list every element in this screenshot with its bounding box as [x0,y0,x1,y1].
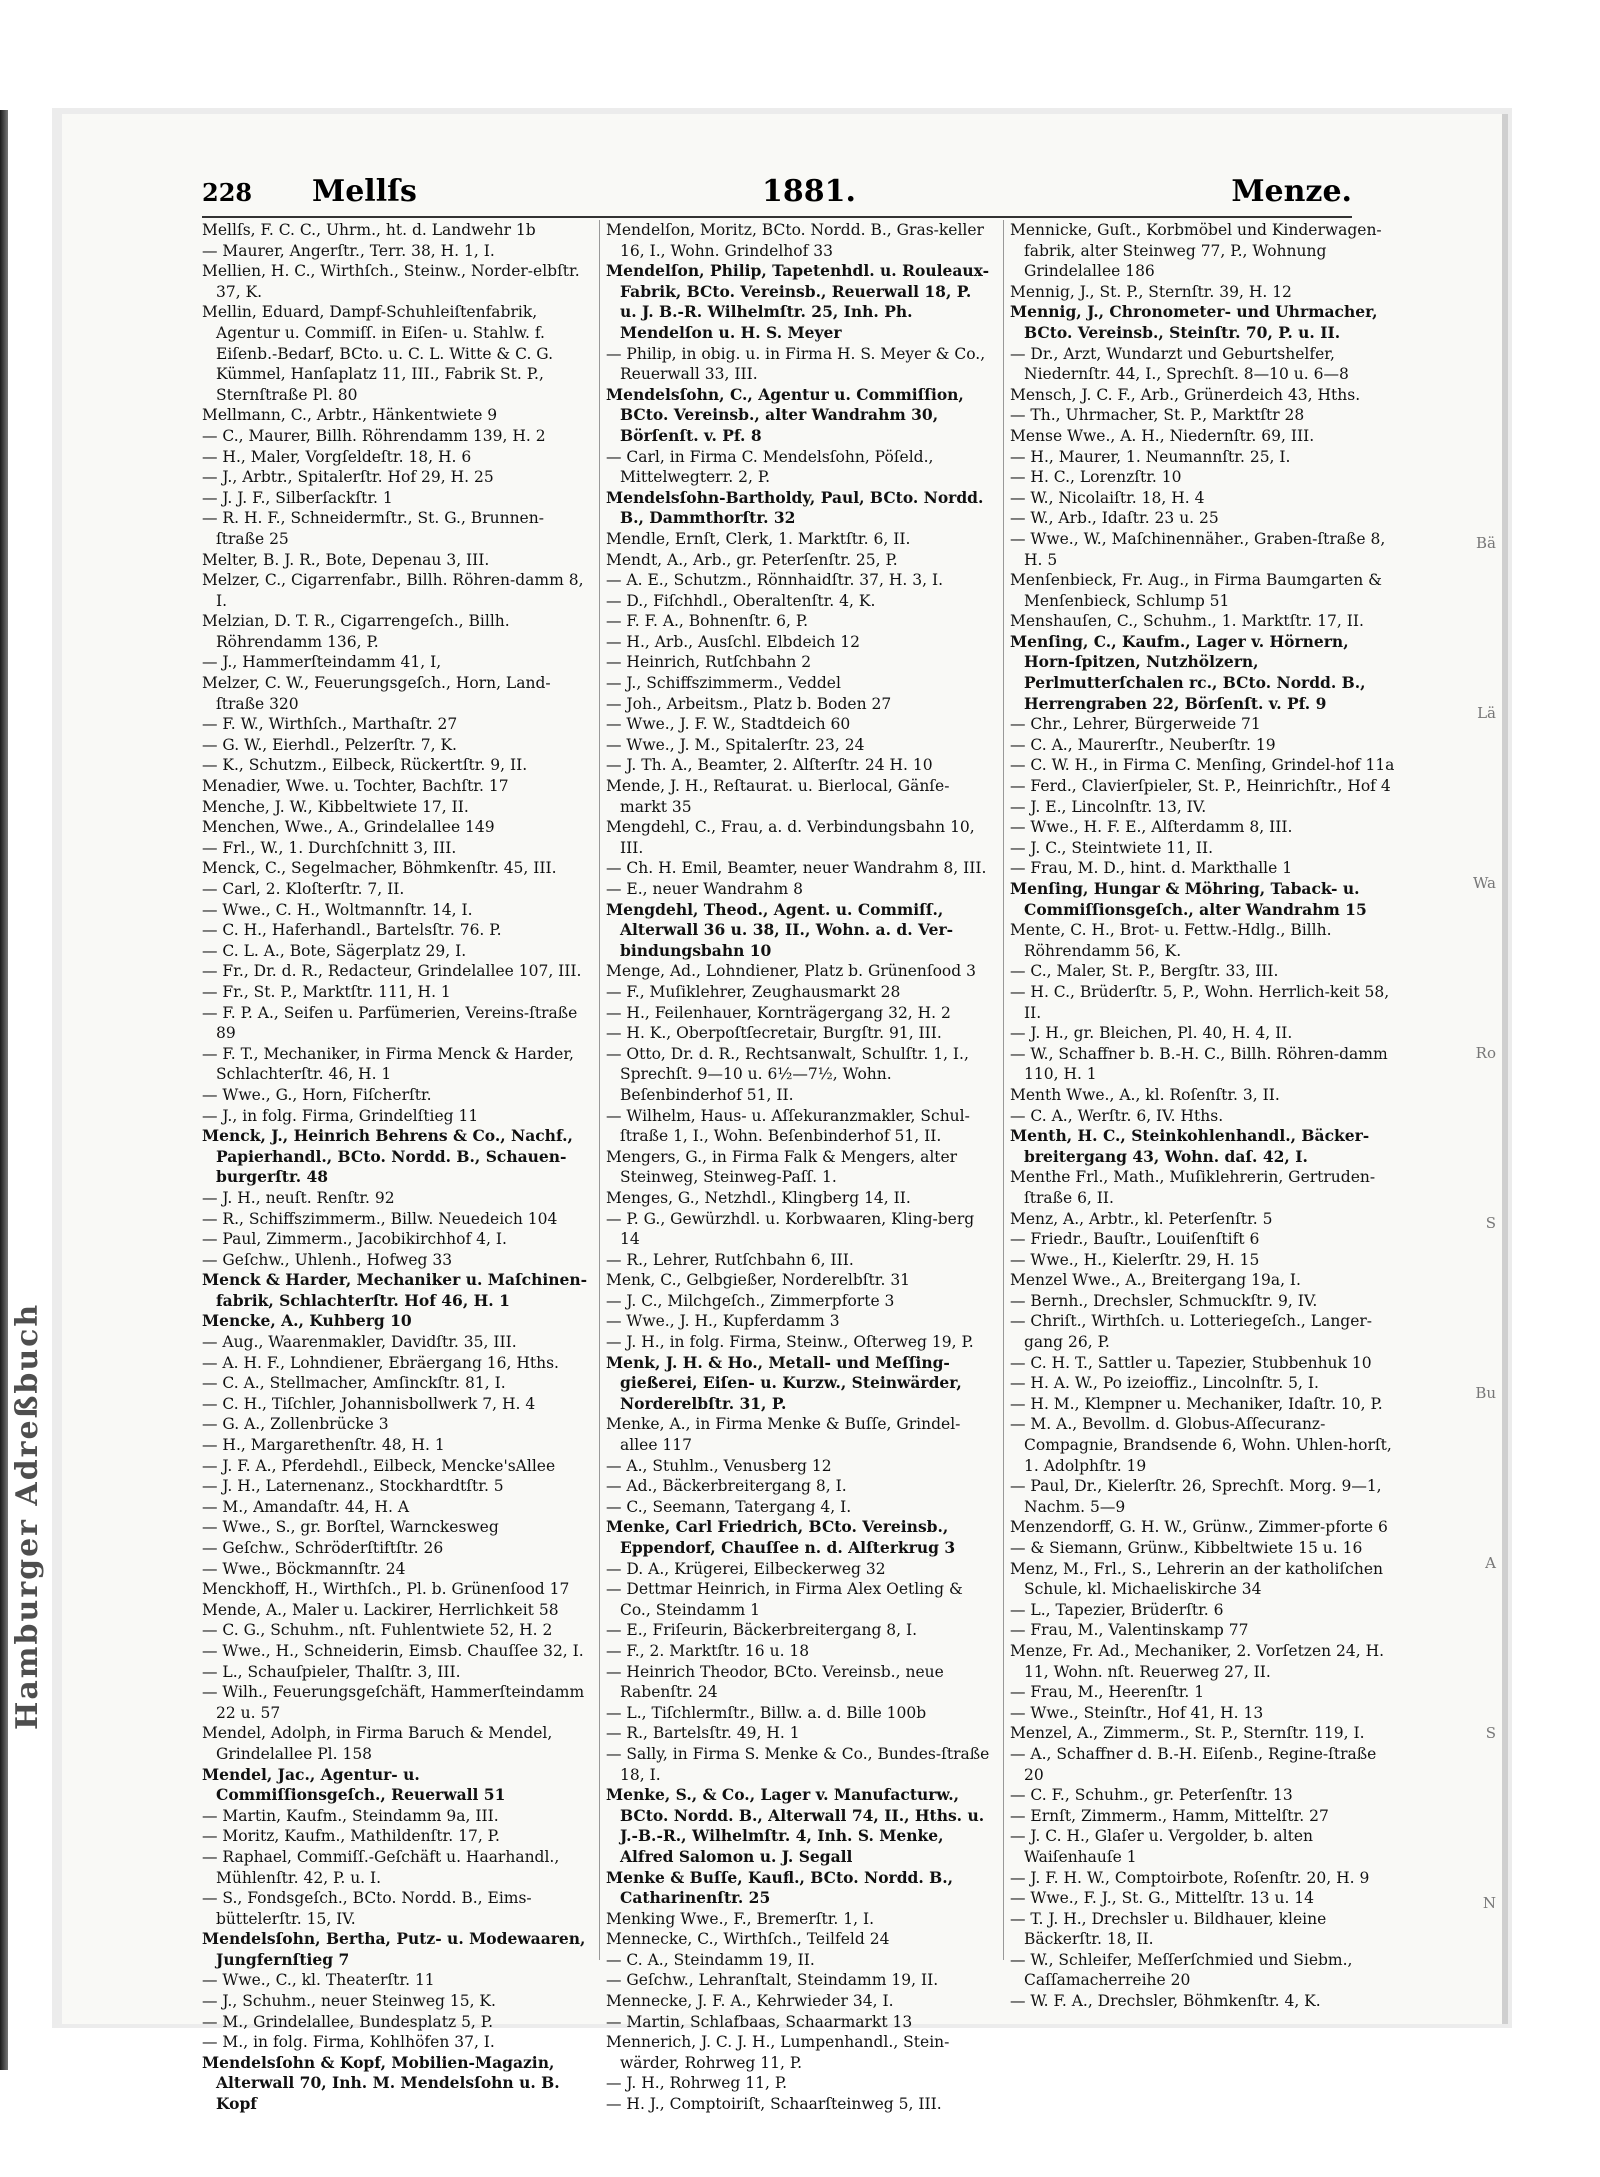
directory-entry: — Wwe., Steinſtr., Hof 41, H. 13 [1010,1703,1264,1722]
directory-entry: — Carl, 2. Kloſterſtr. 7, II. [202,880,405,898]
directory-page [62,114,1508,2114]
directory-entry: — W. F. A., Drechsler, Böhmkenſtr. 4, K. [1010,1992,1321,2011]
directory-entry: — Wwe., C., kl. Theaterſtr. 11 [202,1971,435,1990]
directory-entry: — Joh., Arbeitsm., Platz b. Boden 27 [606,694,892,713]
directory-entry: — M. A., Bevollm. d. Globus-Aſſecuranz-Compagnie, Brandsende 6, Wohn. Uhlen-horſt, 1. Adolphſtr. 19 [1010,1415,1392,1475]
directory-entry: Mellſs, F. C. C., Uhrm., ht. d. Landwehr 1b [202,221,536,239]
directory-entry: — F., Muſiklehrer, Zeughausmarkt 28 [606,982,901,1001]
directory-entry: — Paul, Dr., Kielerſtr. 26, Sprechſt. Morg. 9—1, Nachm. 5—9 [1010,1477,1382,1516]
directory-entry: — J. C. H., Glaſer u. Vergolder, b. alten Waiſenhauſe 1 [1010,1827,1313,1866]
directory-entry: Mendle, Ernſt, Clerk, 1. Marktſtr. 6, II. [606,529,911,548]
directory-entry: — M., Grindelallee, Bundesplatz 5, P. [202,2012,493,2031]
directory-entry: Mende, J. H., Reſtaurat. u. Bierlocal, Gänſe-markt 35 [606,777,950,816]
directory-entry: — J. F. H. W., Comptoirbote, Roſenſtr. 20, H. 9 [1010,1868,1370,1887]
directory-entry: — Sally, in Firma S. Menke & Co., Bundes-ſtraße 18, I. [606,1744,990,1784]
directory-entry: — A. E., Schutzm., Rönnhaidſtr. 37, H. 3, I. [606,571,944,590]
directory-entry: — G. W., Eierhdl., Pelzerſtr. 7, K. [202,735,457,754]
directory-entry: Mende, A., Maler u. Lackirer, Herrlichkeit 58 [202,1600,559,1619]
directory-entry: — Frau, M., Heerenſtr. 1 [1010,1683,1205,1702]
directory-entry: — Geſchw., Schröderſtiftſtr. 26 [202,1539,444,1557]
directory-entry: Mellien, H. C., Wirthſch., Steinw., Norder-elbſtr. 37, K. [202,262,580,301]
directory-entry: — Wwe., S., gr. Borſtel, Warnckesweg [202,1518,499,1537]
directory-entry: — Wwe., J. H., Kupferdamm 3 [606,1312,840,1331]
directory-entry: — Martin, Schlafbaas, Schaarmarkt 13 [606,2012,913,2031]
directory-entry: — Ernſt, Zimmerm., Hamm, Mittelſtr. 27 [1010,1806,1329,1825]
directory-entry: — J. E., Lincolnſtr. 13, IV. [1010,797,1207,816]
directory-entry: — Fr., Dr. d. R., Redacteur, Grindelallee 107, III. [202,962,582,981]
directory-entry: — Dettmar Heinrich, in Firma Alex Oetling & Co., Steindamm 1 [606,1580,963,1619]
directory-entry: Mengdehl, C., Frau, a. d. Verbindungsbahn 10, III. [606,818,975,857]
directory-entry: Mendelsſohn, C., Agentur u. Commiſſion, BCto. Vereinsb., alter Wandrahm 30, Börſenſt. v. Pf. 8 [606,384,964,445]
directory-entry: — Wwe., W., Maſchinennäher., Graben-ſtraße 8, H. 5 [1010,529,1386,569]
directory-entry: — Fr., St. P., Marktſtr. 111, H. 1 [202,982,451,1001]
directory-entry: — C. A., Stellmacher, Amſinckſtr. 81, I. [202,1374,506,1393]
directory-entry: — L., Tiſchlermſtr., Billw. a. d. Bille 100b [606,1703,927,1722]
header-year: 1881. [762,174,856,209]
directory-entry: — E., Friſeurin, Bäckerbreitergang 8, I. [606,1621,918,1640]
column-divider [599,220,600,1960]
directory-entry: — F. P. A., Seifen u. Parfümerien, Vereins-ſtraße 89 [202,1003,578,1043]
directory-entry: — J., Arbtr., Spitalerſtr. Hof 29, H. 25 [202,468,494,487]
directory-entry: — L., Schauſpieler, Thalſtr. 3, III. [202,1662,461,1681]
spine-text: Hamburger Adreßbuch [10,1302,45,1730]
directory-entry: — Aug., Waarenmakler, Davidſtr. 35, III. [202,1333,517,1352]
directory-entry: Mengers, G., in Firma Falk & Mengers, alter Steinweg, Steinweg-Paſſ. 1. [606,1147,958,1187]
directory-entry: Menthe Frl., Math., Muſiklehrerin, Gertruden-ſtraße 6, II. [1010,1168,1376,1207]
directory-entry: — C. H. T., Sattler u. Tapezier, Stubbenhuk 10 [1010,1353,1372,1372]
directory-entry: Mennicke, Guſt., Korbmöbel und Kinderwagen-fabrik, alter Steinweg 77, P., Wohnung Grindelallee 186 [1010,221,1382,281]
directory-entry: Mense Wwe., A. H., Niedernſtr. 69, III. [1010,426,1315,445]
directory-entry: Mendelsſohn-Bartholdy, Paul, BCto. Nordd. B., Dammthorſtr. 32 [606,487,984,528]
directory-entry: — F. T., Mechaniker, in Firma Menck & Harder, Schlachterſtr. 46, H. 1 [202,1044,574,1084]
facing-page-word: Bu [1475,1384,1496,1402]
facing-page-word: Ro [1475,1044,1496,1062]
directory-entry: Mennecke, J. F. A., Kehrwieder 34, I. [606,1992,894,2011]
directory-entry: — Frau, M., Valentinskamp 77 [1010,1621,1249,1640]
directory-entry: — Wwe., C. H., Woltmannſtr. 14, I. [202,900,473,919]
facing-page-word: Lä [1477,704,1496,722]
page-number: 228 [202,178,253,207]
directory-entry: — Th., Uhrmacher, St. P., Marktſtr 28 [1010,406,1305,425]
directory-entry: Menzel Wwe., A., Breitergang 19a, I. [1010,1271,1301,1290]
directory-entry: — S., Fondsgeſch., BCto. Nordd. B., Eims-büttelerſtr. 15, IV. [202,1889,532,1928]
directory-entry: Menshauſen, C., Schuhm., 1. Marktſtr. 17, II. [1010,612,1364,631]
directory-entry: — Raphael, Commiſſ.-Geſchäft u. Haarhandl., Mühlenſtr. 42, P. u. I. [202,1847,560,1887]
directory-entry: Menking Wwe., F., Bremerſtr. 1, I. [606,1909,875,1928]
facing-page-word: S [1485,1724,1496,1742]
directory-entry: Mennecke, C., Wirthſch., Teilfeld 24 [606,1930,890,1949]
directory-entry: — J. H., Rohrweg 11, P. [606,2074,788,2093]
directory-entry: Melzian, D. T. R., Cigarrengeſch., Billh. Röhrendamm 136, P. [202,612,510,651]
directory-entry: — Dr., Arzt, Wundarzt und Geburtshelfer, Niedernſtr. 44, I., Sprechſt. 8—10 u. 6—8 [1010,344,1349,384]
facing-page-word: S [1485,1214,1496,1232]
directory-entry: Mencke, A., Kuhberg 10 [202,1311,412,1331]
directory-entry: Menſing, Hungar & Möhring, Taback- u. Commiſſionsgeſch., alter Wandrahm 15 [1010,879,1367,919]
directory-entry: Menckhoff, H., Wirthſch., Pl. b. Grünenſood 17 [202,1580,570,1599]
directory-entry: — Wilhelm, Haus- u. Aſſekuranzmakler, Schul-ſtraße 1, I., Wohn. Beſenbinderhof 51, II. [606,1106,970,1146]
directory-entry: — J. J. F., Silberſackſtr. 1 [202,488,393,507]
directory-entry: — J. F. A., Pferdehdl., Eilbeck, Mencke'sAllee [202,1456,556,1475]
directory-entry: — H. C., Lorenzſtr. 10 [1010,468,1182,487]
directory-entry: Mellin, Eduard, Dampf-Schuhleiſtenfabrik, Agentur u. Commiſſ. in Eiſen- u. Stahlw. f. Eiſenb.-Bedarf, BCto. u. C. L. Witte & C. G. Kümmel, Hanſaplatz 11, III., Fabrik St. P., Sternſtraße Pl. 80 [202,303,554,404]
directory-entry: — Paul, Zimmerm., Jacobikirchhof 4, I. [202,1230,507,1249]
directory-entry: — Ferd., Clavierſpieler, St. P., Heinrichſtr., Hof 4 [1010,777,1391,796]
directory-entry: — W., Schaffner b. B.-H. C., Billh. Röhren-damm 110, H. 1 [1010,1044,1388,1084]
directory-entry: — J. H., Laternenanz., Stockhardtſtr. 5 [202,1477,504,1496]
directory-entry: — W., Arb., Idaſtr. 23 u. 25 [1010,509,1219,528]
directory-entry: — Wwe., J. M., Spitalerſtr. 23, 24 [606,735,865,754]
directory-entry: — Moritz, Kaufm., Mathildenſtr. 17, P. [202,1827,500,1846]
directory-entry: — W., Nicolaiſtr. 18, H. 4 [1010,488,1205,507]
directory-entry: — J. C., Steintwiete 11, II. [1010,838,1214,857]
directory-entry: Mensch, J. C. F., Arb., Grünerdeich 43, Hths. [1010,385,1361,404]
directory-entry: — Heinrich, Rutſchbahn 2 [606,653,812,672]
directory-entry: — & Siemann, Grünw., Kibbeltwiete 15 u. 16 [1010,1539,1363,1557]
directory-entry: Mendel, Adolph, in Firma Baruch & Mendel, Grindelallee Pl. 158 [202,1724,553,1763]
header-left-word: Mellſs [312,174,417,209]
directory-entry: — Wwe., H. F. E., Alſterdamm 8, III. [1010,818,1293,837]
directory-entry: — C., Seemann, Tatergang 4, I. [606,1497,852,1516]
directory-entry: — R., Bartelsſtr. 49, H. 1 [606,1724,800,1743]
column-3 [1010,220,1396,2010]
directory-entry: — M., Amandaſtr. 44, H. A [202,1497,410,1516]
directory-entry: — T. J. H., Drechsler u. Bildhauer, kleine Bäckerſtr. 18, II. [1010,1909,1327,1949]
directory-entry: Menchen, Wwe., A., Grindelallee 149 [202,818,495,837]
directory-entry: — F. W., Wirthſch., Marthaſtr. 27 [202,715,458,734]
directory-entry: — C. H., Haferhandl., Bartelsſtr. 76. P. [202,921,502,940]
directory-entry: — Ad., Bäckerbreitergang 8, I. [606,1477,847,1496]
directory-entry: Mennig, J., St. P., Sternſtr. 39, H. 12 [1010,282,1292,301]
directory-entry: — C., Maurer, Billh. Röhrendamm 139, H. 2 [202,426,546,445]
directory-entry: Menke & Buſſe, Kaufl., BCto. Nordd. B., Catharinenſtr. 25 [606,1867,954,1908]
directory-entry: — D., Fiſchhdl., Oberaltenſtr. 4, K. [606,591,876,610]
directory-entry: — A. H. F., Lohndiener, Ebräergang 16, Hths. [202,1353,559,1372]
directory-entry: Mennerich, J. C. J. H., Lumpenhandl., Stein-wärder, Rohrweg 11, P. [606,2033,950,2072]
directory-entry: — R. H. F., Schneidermſtr., St. G., Brunnen-ſtraße 25 [202,509,544,548]
directory-entry: — C., Maler, St. P., Bergſtr. 33, III. [1010,962,1279,981]
directory-entry: Menck, C., Segelmacher, Böhmkenſtr. 45, III. [202,859,557,878]
directory-entry: Menge, Ad., Lohndiener, Platz b. Grünenſood 3 [606,962,976,981]
directory-entry: — P. G., Gewürzhdl. u. Korbwaaren, Kling-berg 14 [606,1209,975,1249]
directory-entry: — Ch. H. Emil, Beamter, neuer Wandrahm 8, III. [606,859,987,878]
directory-entry: — F., 2. Marktſtr. 16 u. 18 [606,1641,810,1660]
scanned-page [52,108,1512,2114]
directory-entry: — C. G., Schuhm., nſt. Fuhlentwiete 52, H. 2 [202,1621,553,1640]
directory-entry: — J., in folg. Firma, Grindelſtieg 11 [202,1106,479,1125]
directory-entry: — R., Schiffszimmerm., Billw. Neuedeich 104 [202,1209,558,1228]
directory-entry: — C. A., Maurerſtr., Neuberſtr. 19 [1010,735,1276,754]
directory-entry: — Maurer, Angerſtr., Terr. 38, H. 1, I. [202,241,495,260]
directory-entry: — C. A., Werſtr. 6, IV. Hths. [1010,1106,1224,1125]
column-1 [202,220,588,2114]
directory-entry: — H., Arb., Ausſchl. Elbdeich 12 [606,632,860,651]
directory-entry: — Chriſt., Wirthſch. u. Lotteriegeſch., Langer-gang 26, P. [1010,1312,1373,1352]
directory-entry: — H. A. W., Po izeioffiz., Lincolnſtr. 5, I. [1010,1374,1319,1393]
directory-entry: Mendelſon, Moritz, BCto. Nordd. B., Gras-keller 16, I., Wohn. Grindelhof 33 [606,221,984,260]
directory-entry: — J. H., gr. Bleichen, Pl. 40, H. 4, II. [1010,1024,1293,1043]
directory-entry: — A., Schaffner d. B.-H. Eiſenb., Regine-ſtraße 20 [1010,1744,1377,1784]
directory-entry: Mendelsſohn & Kopf, Mobilien-Magazin, Alterwall 70, Inh. M. Mendelsſohn u. B. Kopf [202,2052,560,2114]
directory-entry: — G. A., Zollenbrücke 3 [202,1415,389,1434]
directory-entry: — Wwe., F. J., St. G., Mittelſtr. 13 u. 14 [1010,1889,1315,1908]
directory-entry: — R., Lehrer, Rutſchbahn 6, III. [606,1250,854,1269]
directory-entry: — Geſchw., Uhlenh., Hofweg 33 [202,1250,453,1269]
directory-entry: Menadier, Wwe. u. Tochter, Bachſtr. 17 [202,777,509,796]
directory-entry: Mente, C. H., Brot- u. Fettw.-Hdlg., Billh. Röhrendamm 56, K. [1010,921,1332,960]
directory-entry: Menz, M., Frl., S., Lehrerin an der katholiſchen Schule, kl. Michaeliskirche 34 [1010,1559,1383,1599]
directory-entry: Menze, Fr. Ad., Mechaniker, 2. Vorſetzen 24, H. 11, Wohn. nſt. Reuerweg 27, II. [1010,1641,1385,1681]
facing-page-word: A [1485,1554,1496,1572]
directory-entry: Mendelſon, Philip, Tapetenhdl. u. Rouleaux-Fabrik, BCto. Vereinsb., Reuerwall 18, P. u. J. B.-R. Wilhelmſtr. 25, Inh. Ph. Mendelſon u. H. S. Meyer [606,261,990,342]
directory-entry: — M., in folg. Firma, Kohlhöfen 37, I. [202,2033,495,2052]
directory-entry: — C. H., Tiſchler, Johannisbollwerk 7, H. 4 [202,1394,536,1413]
column-2 [606,220,992,2114]
directory-entry: — J., Schiffszimmerm., Veddel [606,674,841,693]
directory-entry: — F. F. A., Bohnenſtr. 6, P. [606,612,809,631]
facing-page-word: Bä [1476,534,1496,552]
directory-entry: Menk, C., Gelbgießer, Norderelbſtr. 31 [606,1271,911,1290]
directory-entry: Menke, Carl Friedrich, BCto. Vereinsb., Eppendorf, Chauſſee n. d. Alſterkrug 3 [606,1517,956,1557]
directory-entry: Melzer, C. W., Feuerungsgeſch., Horn, Land-ſtraße 320 [202,674,551,713]
directory-entry: Menzel, A., Zimmerm., St. P., Sternſtr. 119, I. [1010,1724,1365,1743]
directory-entry: Mendt, A., Arb., gr. Peterſenſtr. 25, P. [606,550,898,569]
directory-entry: Menges, G., Netzhdl., Klingberg 14, II. [606,1188,911,1207]
directory-entry: Menche, J. W., Kibbeltwiete 17, II. [202,797,469,816]
header-right-word: Menze. [1231,174,1352,209]
directory-entry: — C. F., Schuhm., gr. Peterſenſtr. 13 [1010,1786,1293,1805]
directory-entry: — H., Margarethenſtr. 48, H. 1 [202,1436,445,1455]
directory-entry: — H., Maurer, 1. Neumannſtr. 25, I. [1010,447,1291,466]
directory-entry: — Wwe., H., Kielerſtr. 29, H. 15 [1010,1250,1260,1269]
directory-entry: Mennig, J., Chronometer- und Uhrmacher, BCto. Vereinsb., Steinſtr. 70, P. u. II. [1010,302,1378,342]
directory-entry: — H., Feilenhauer, Kornträgergang 32, H. 2 [606,1003,951,1022]
directory-entry: — Otto, Dr. d. R., Rechtsanwalt, Schulſtr. 1, I., Sprechſt. 9—10 u. 6½—7½, Wohn. Beſenbinderhof 51, II. [606,1044,969,1104]
directory-entry: — Friedr., Bauſtr., Louiſenſtift 6 [1010,1230,1260,1249]
directory-entry: Menth Wwe., A., kl. Roſenſtr. 3, II. [1010,1085,1280,1104]
directory-entry: Menſing, C., Kaufm., Lager v. Hörnern, Horn-ſpitzen, Nutzhölzern, Perlmutterſchalen rc., BCto. Nordd. B., Herrengraben 22, Börſenſt. v. Pf. 9 [1010,631,1366,713]
directory-entry: — K., Schutzm., Eilbeck, Rückertſtr. 9, II. [202,756,528,775]
directory-entry: Mengdehl, Theod., Agent. u. Commiſſ., Alterwall 36 u. 38, II., Wohn. a. d. Ver-bindungsbahn 10 [606,899,954,960]
directory-entry: — Wwe., G., Horn, Fiſcherſtr. [202,1085,432,1104]
directory-entry: Mendelsſohn, Bertha, Putz- u. Modewaaren, Jungfernſtieg 7 [202,1929,586,1969]
directory-entry: — C. L. A., Bote, Sägerplatz 29, I. [202,941,467,960]
directory-entry: — Carl, in Firma C. Mendelsſohn, Pöſeld., Mittelwegterr. 2, P. [606,447,934,487]
book-spine-shadow [0,110,8,2070]
directory-entry: — J., Hammerſteindamm 41, I, [202,653,442,672]
directory-entry: Menke, A., in Firma Menke & Buſſe, Grindel-allee 117 [606,1415,961,1455]
directory-entry: — E., neuer Wandrahm 8 [606,880,804,898]
directory-entry: — W., Schleifer, Meſſerſchmied und Siebm., Caſſamacherreihe 20 [1010,1950,1353,1990]
directory-entry: — H., Maler, Vorgſeldeſtr. 18, H. 6 [202,447,472,466]
directory-entry: — L., Tapezier, Brüderſtr. 6 [1010,1600,1224,1619]
directory-entry: Menz, A., Arbtr., kl. Peterſenſtr. 5 [1010,1209,1273,1228]
directory-entry: — Wilh., Feuerungsgeſchäft, Hammerſteindamm 22 u. 57 [202,1683,585,1722]
directory-entry: — Chr., Lehrer, Bürgerweide 71 [1010,715,1261,734]
directory-entry: Menck, J., Heinrich Behrens & Co., Nachf., Papierhandl., BCto. Nordd. B., Schauen-burgerſtr. 48 [202,1126,573,1187]
directory-entry: Menk, J. H. & Ho., Metall- und Meſſing-gießerei, Eiſen- u. Kurzw., Steinwärder, Norderelbſtr. 31, P. [606,1352,962,1413]
directory-entry: — Geſchw., Lehranſtalt, Steindamm 19, II. [606,1971,939,1990]
directory-entry: — Martin, Kaufm., Steindamm 9a, III. [202,1806,499,1825]
directory-entry: — J., Schuhm., neuer Steinweg 15, K. [202,1992,496,2011]
directory-entry: — J. Th. A., Beamter, 2. Alſterſtr. 24 H. 10 [606,756,933,775]
directory-entry: Menth, H. C., Steinkohlenhandl., Bäcker-breitergang 43, Wohn. daſ. 42, I. [1010,1126,1370,1166]
facing-page-word: Wa [1472,874,1496,892]
directory-entry: Mellmann, C., Arbtr., Hänkentwiete 9 [202,406,498,425]
directory-entry: Menke, S., & Co., Lager v. Manufacturw., BCto. Nordd. B., Alterwall 74, II., Hths. u. J.-B.-R., Wilhelmſtr. 4, Inh. S. Menke, Alfred Salomon u. J. Segall [606,1785,985,1866]
directory-entry: — Bernh., Drechsler, Schmuckſtr. 9, IV. [1010,1291,1318,1310]
directory-entry: — J. C., Milchgeſch., Zimmerpforte 3 [606,1291,895,1310]
directory-entry: Menzendorff, G. H. W., Grünw., Zimmer-pforte 6 [1010,1518,1388,1537]
directory-entry: — H. M., Klempner u. Mechaniker, Idaſtr. 10, P. [1010,1394,1383,1413]
directory-entry: — J. H., neuſt. Renſtr. 92 [202,1188,395,1207]
directory-entry: Menck & Harder, Mechaniker u. Maſchinen-fabrik, Schlachterſtr. Hof 46, H. 1 [202,1270,588,1310]
directory-entry: — Philip, in obig. u. in Firma H. S. Meyer & Co., Reuerwall 33, III. [606,344,986,384]
directory-entry: — C. A., Steindamm 19, II. [606,1950,815,1969]
directory-entry: — Heinrich Theodor, BCto. Vereinsb., neue Rabenſtr. 24 [606,1662,944,1702]
column-divider [1003,220,1004,1960]
directory-entry: — D. A., Krügerei, Eilbeckerweg 32 [606,1559,886,1578]
directory-entry: Melter, B. J. R., Bote, Depenau 3, III. [202,550,490,569]
header-rule [202,216,1352,218]
directory-entry: Mendel, Jac., Agentur- u. Commiſſionsgeſch., Reuerwall 51 [202,1764,506,1805]
directory-entry: — Frl., W., 1. Durchſchnitt 3, III. [202,838,457,857]
directory-entry: — H. J., Comptoiriſt, Schaarſteinweg 5, III. [606,2095,942,2114]
directory-entry: — J. H., in folg. Firma, Steinw., Oſterweg 19, P. [606,1333,974,1352]
facing-page-word: N [1482,1894,1496,1912]
facing-page-edge [1412,514,1502,2114]
directory-entry: Menſenbieck, Fr. Aug., in Firma Baumgarten & Menſenbieck, Schlump 51 [1010,571,1382,610]
directory-entry: — H. K., Oberpoſtſecretair, Burgſtr. 91, III. [606,1024,942,1043]
directory-entry: Melzer, C., Cigarrenfabr., Billh. Röhren-damm 8, I. [202,571,584,610]
directory-entry: — A., Stuhlm., Venusberg 12 [606,1456,832,1475]
directory-entry: — H. C., Brüderſtr. 5, P., Wohn. Herrlich-keit 58, II. [1010,982,1390,1022]
directory-entry: — Frau, M. D., hint. d. Markthalle 1 [1010,859,1293,878]
directory-entry: — Wwe., J. F. W., Stadtdeich 60 [606,715,851,734]
directory-entry: — Wwe., Böckmannſtr. 24 [202,1559,406,1578]
page-header [202,174,1352,214]
directory-entry: — C. W. H., in Firma C. Menſing, Grindel-hof 11a [1010,756,1395,775]
directory-entry: — Wwe., H., Schneiderin, Eimsb. Chauſſee 32, I. [202,1641,584,1660]
